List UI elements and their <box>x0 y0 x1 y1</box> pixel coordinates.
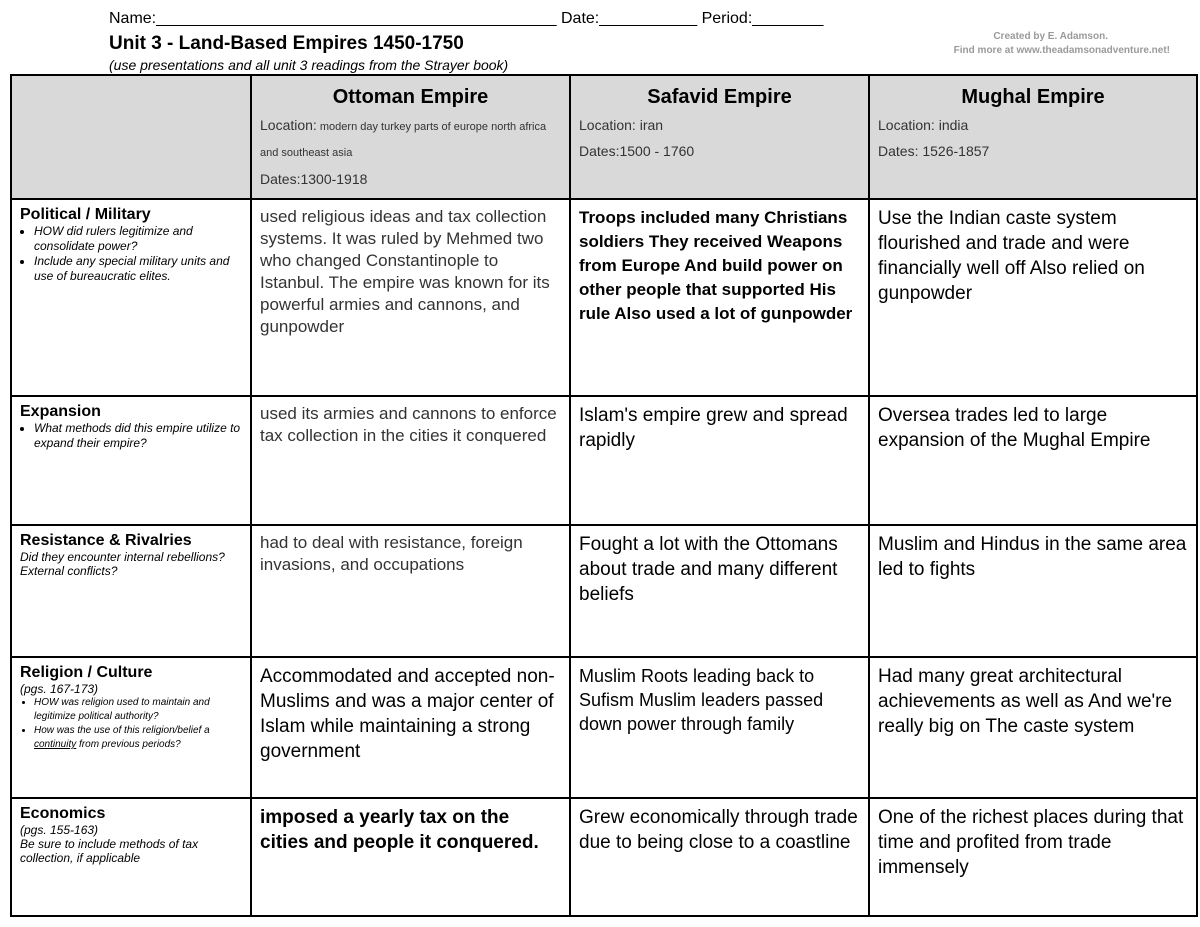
safavid-dates: Dates:1500 - 1760 <box>579 143 695 159</box>
answer-text: Use the Indian caste system flourished and trade and were financially well off Also relied on gunpowder <box>878 208 1145 304</box>
answer-text: used religious ideas and tax collection systems. It was ruled by Mehmed two who changed Constantinople to Istanbul. The empire was known for its powerful armies and cannons, and gunpowder <box>260 207 550 336</box>
table-header-row <box>11 75 1197 199</box>
answer-text: Islam's empire grew and spread rapidly <box>579 405 848 451</box>
row-label-resistance-rivalries <box>11 525 251 657</box>
answer-text: used its armies and cannons to enforce tax collection in the cities it conquered <box>260 404 557 445</box>
mughal-name: Mughal Empire <box>961 86 1105 108</box>
prompt-text: from previous periods? <box>79 739 181 750</box>
answer-text: Muslim Roots leading back to Sufism Muslim leaders passed down power through family <box>579 666 824 734</box>
ottoman-answer-cell[interactable] <box>251 199 570 396</box>
table-row <box>11 396 1197 525</box>
mughal-dates: Dates: 1526-1857 <box>878 143 990 159</box>
ottoman-answer-cell[interactable] <box>251 525 570 657</box>
ottoman-location-text: modern day turkey parts of europe north africa and southeast asia <box>260 121 547 159</box>
row-label-economics <box>11 798 251 916</box>
prompt-item: • HOW did rulers legitimize and consolidate power? <box>34 224 242 254</box>
answer-text: imposed a yearly tax on the cities and people it conquered. <box>260 807 539 853</box>
safavid-answer-cell[interactable] <box>570 798 869 916</box>
row-title: Economics <box>20 805 106 822</box>
mughal-location: Location: india <box>878 117 969 133</box>
ottoman-answer-cell[interactable] <box>251 798 570 916</box>
comparison-table <box>10 74 1198 917</box>
safavid-answer-cell[interactable] <box>570 525 869 657</box>
ottoman-name: Ottoman Empire <box>332 86 489 108</box>
ottoman-location-label: Location: <box>260 117 317 133</box>
mughal-answer-cell[interactable] <box>869 396 1197 525</box>
row-label-expansion <box>11 396 251 525</box>
answer-text: One of the richest places during that time and profited from trade immensely <box>878 807 1184 878</box>
answer-text: Fought a lot with the Ottomans about trade and many different beliefs <box>579 534 838 605</box>
row-pages: (pgs. 167-173) <box>20 682 99 696</box>
ottoman-answer-cell[interactable] <box>251 396 570 525</box>
prompt-text: How was the use of this religion/belief a <box>34 725 210 736</box>
row-pages: (pgs. 155-163) <box>20 823 99 837</box>
row-label-religion-culture <box>11 657 251 798</box>
table-row <box>11 199 1197 396</box>
prompt-item: • What methods did this empire utilize to expand their empire? <box>34 421 242 451</box>
row-title: Resistance & Rivalries <box>20 532 192 549</box>
ottoman-answer-cell[interactable] <box>251 657 570 798</box>
ottoman-header-cell <box>251 75 570 199</box>
table-row <box>11 657 1197 798</box>
ottoman-location <box>260 112 561 166</box>
safavid-name: Safavid Empire <box>647 86 792 108</box>
safavid-answer-cell[interactable] <box>570 199 869 396</box>
answer-text: Muslim and Hindus in the same area led to fights <box>878 534 1187 580</box>
safavid-answer-cell[interactable] <box>570 396 869 525</box>
answer-text: Troops included many Christians soldiers They received Weapons from Europe And build power on other people that supported His rule Also used a lot of gunpowder <box>579 208 853 323</box>
answer-text: Had many great architectural achievements as well as And we're really big on The caste system <box>878 666 1173 737</box>
credit-website: Find more at www.theadamsonadventure.net! <box>953 45 1170 56</box>
row-title: Expansion <box>20 403 101 420</box>
prompt-emphasis: continuity <box>34 739 77 750</box>
answer-text: had to deal with resistance, foreign invasions, and occupations <box>260 533 523 574</box>
prompt-list <box>20 224 242 284</box>
mughal-answer-cell[interactable] <box>869 199 1197 396</box>
prompt-item: • HOW was religion used to maintain and legitimize political authority? <box>34 696 242 724</box>
safavid-header-cell <box>570 75 869 199</box>
name-date-period-line: Name:_____________________________________________ Date:___________ Period:________ <box>109 10 824 27</box>
row-title: Political / Military <box>20 206 151 223</box>
mughal-answer-cell[interactable] <box>869 798 1197 916</box>
prompt-item <box>34 724 242 752</box>
header-corner-cell <box>11 75 251 199</box>
prompt-list <box>20 696 242 752</box>
table-row <box>11 525 1197 657</box>
answer-text: Oversea trades led to large expansion of the Mughal Empire <box>878 405 1151 451</box>
answer-text: Accommodated and accepted non-Muslims and was a major center of Islam while maintaining a strong government <box>260 666 555 762</box>
prompt-item: • Include any special military units and use of bureaucratic elites. <box>34 254 242 284</box>
worksheet-subtitle: (use presentations and all unit 3 readings from the Strayer book) <box>109 57 509 73</box>
ottoman-dates: Dates:1300-1918 <box>260 171 368 187</box>
worksheet-title: Unit 3 - Land-Based Empires 1450-1750 <box>109 33 464 54</box>
table-row <box>11 798 1197 916</box>
row-prompt: Be sure to include methods of tax collection, if applicable <box>20 837 199 865</box>
safavid-location: Location: iran <box>579 117 664 133</box>
safavid-answer-cell[interactable] <box>570 657 869 798</box>
answer-text: Grew economically through trade due to being close to a coastline <box>579 807 858 853</box>
row-label-political-military <box>11 199 251 396</box>
credit-author: Created by E. Adamson. <box>993 31 1108 42</box>
row-prompt: Did they encounter internal rebellions? External conflicts? <box>20 550 225 578</box>
mughal-answer-cell[interactable] <box>869 525 1197 657</box>
prompt-list <box>20 421 242 451</box>
mughal-header-cell <box>869 75 1197 199</box>
mughal-answer-cell[interactable] <box>869 657 1197 798</box>
row-title: Religion / Culture <box>20 664 153 681</box>
